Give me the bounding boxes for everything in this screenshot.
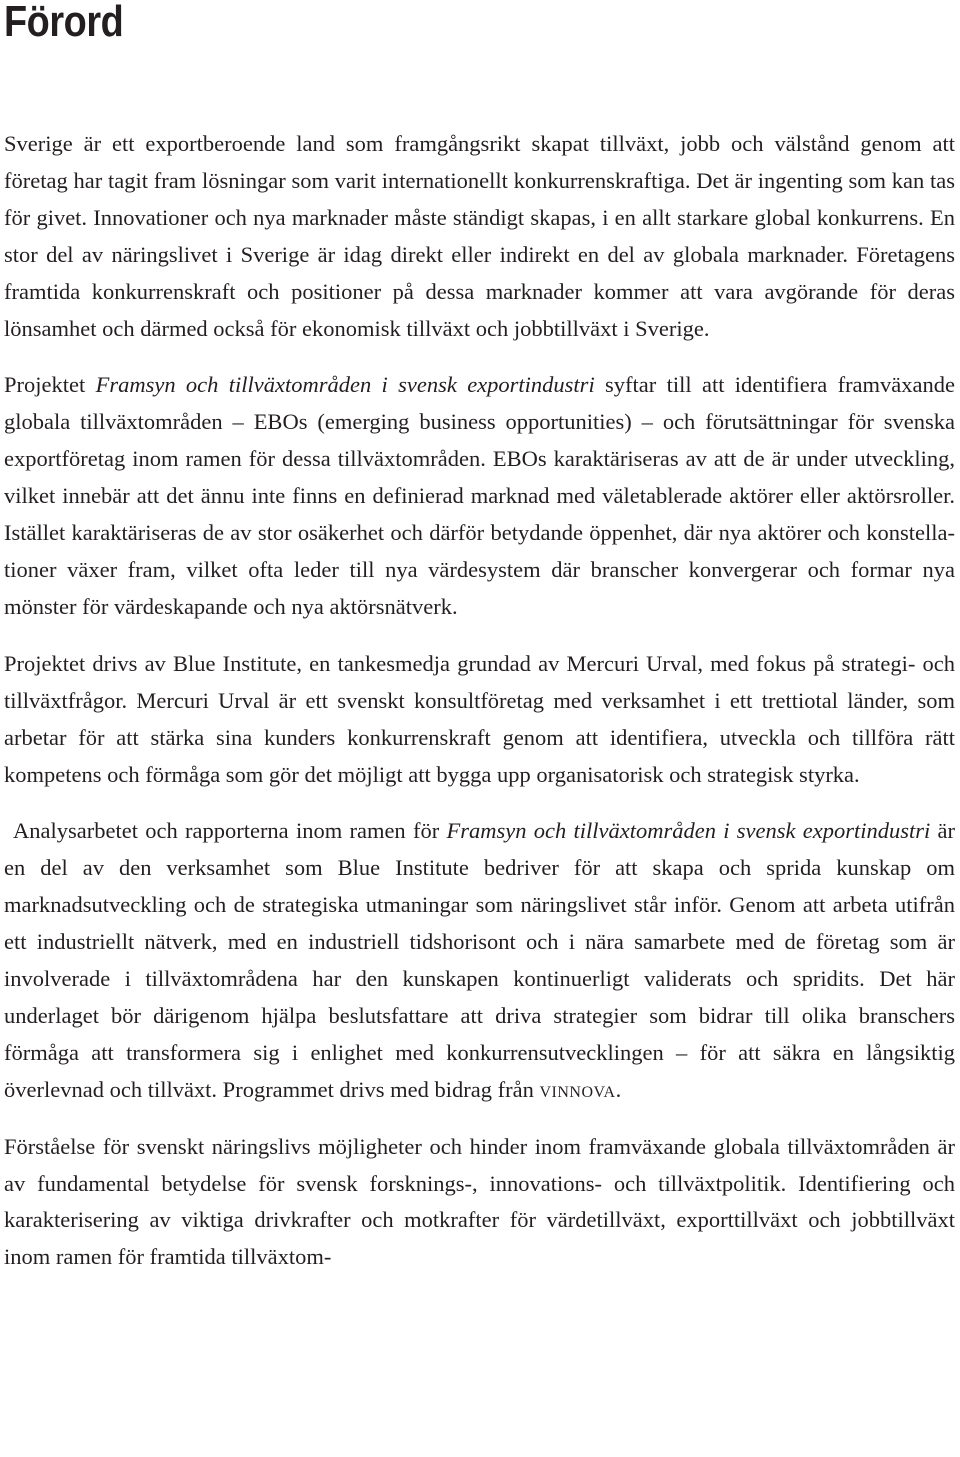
paragraph-analysis-text-before: Analysarbetet och rapporterna inom ramen för: [13, 818, 447, 844]
paragraph-project-text-after: syftar till att identifiera framväxande globala tillväxtområden – EBOs (emerging business opportunities) – och förutsättningar för svenska exportföretag inom ramen för dessa tillväxtområden. EBOs karaktäriseras av att de är under utveckling, vilket innebär att det ännu inte finns en definierad marknad med väletablerade aktörer eller aktörsroller. Istället karaktäriseras de av stor osäkerhet och därför betydande öppenhet, där nya aktörer och konstellationer växer fram, vilket ofta leder till nya värdesystem där branscher konvergerar och formar nya mönster för värdeskapande och nya aktörsnätverk.: [4, 372, 956, 619]
paragraph-blue-institute: Projektet drivs av Blue Institute, en tankesmedja grundad av Mercuri Urval, med fokus på strategi- och tillväxtfrågor. Mercuri Urval är ett svenskt konsultföretag med verksamhet i ett trettiotal länder, som arbetar för att stärka sina kunders konkurrenskraft genom att identifiera, utveckla och tillföra rätt kompetens och förmåga som gör det möjligt att bygga upp organisatorisk och strategisk styrka.: [4, 650, 955, 787]
paragraph-analysis-text-end: .: [615, 1076, 622, 1102]
project-title-italic: Framsyn och tillväxtområden i svensk exportindustri: [446, 818, 931, 844]
paragraph-project-text-before: Projektet: [4, 372, 96, 398]
project-title-italic: Framsyn och tillväxtområden i svensk exportindustri: [95, 372, 595, 398]
page-title: Förord: [4, 0, 124, 46]
vinnova-smallcaps: vinnova: [539, 1076, 616, 1102]
paragraph-intro: Sverige är ett exportberoende land som framgångsrikt skapat tillväxt, jobb och välstånd genom att företag har tagit fram lösningar som varit internationellt konkurrenskraftiga. Det är ingenting som kan tas för givet. Innovationer och nya marknader måste ständigt skapas, i en allt starkare global konkurrens. En stor del av näringslivet i Sverige är idag direkt eller indirekt en del av globala marknader. Företagens framtida konkurrenskraft och positioner på dessa marknader kommer att vara avgörande för deras lönsamhet och därmed också för ekonomisk tillväxt och jobbtillväxt i Sverige.: [4, 131, 955, 341]
paragraph-project: [4, 367, 955, 625]
body-text: [4, 126, 955, 1276]
paragraph-analysis-text-after: är en del av den verksamhet som Blue Institute bedriver för att skapa och sprida kunskap om marknadsutveckling och de strategiska utmaningar som näringslivet står inför. Genom att arbeta utifrån ett industriellt nätverk, med en industriell tidshorisont och i nära samarbete med de företag som är involverade i tillväxtområdena har den kunskapen kontinuerligt validerats och spridits. Det här underlaget bör därigenom hjälpa beslutsfattare att driva strategier som bidrar till olika branschers förmåga att transformera sig i enlighet med konkurrensutvecklingen – för att säkra en långsiktig överlevnad och tillväxt. Programmet drivs med bidrag från: [4, 818, 956, 1102]
paragraph-analysis: [4, 813, 955, 1108]
paragraph-understanding: Förståelse för svenskt näringslivs möjligheter och hinder inom framväxande globala tillväxtområden är av fundamental betydelse för svensk forsknings-, innovations- och tillväxtpolitik. Identifiering och karakterisering av viktiga drivkrafter och motkrafter för värdetillväxt, exporttillväxt och jobbtillväxt inom ramen för framtida tillväxtom-: [4, 1133, 955, 1270]
